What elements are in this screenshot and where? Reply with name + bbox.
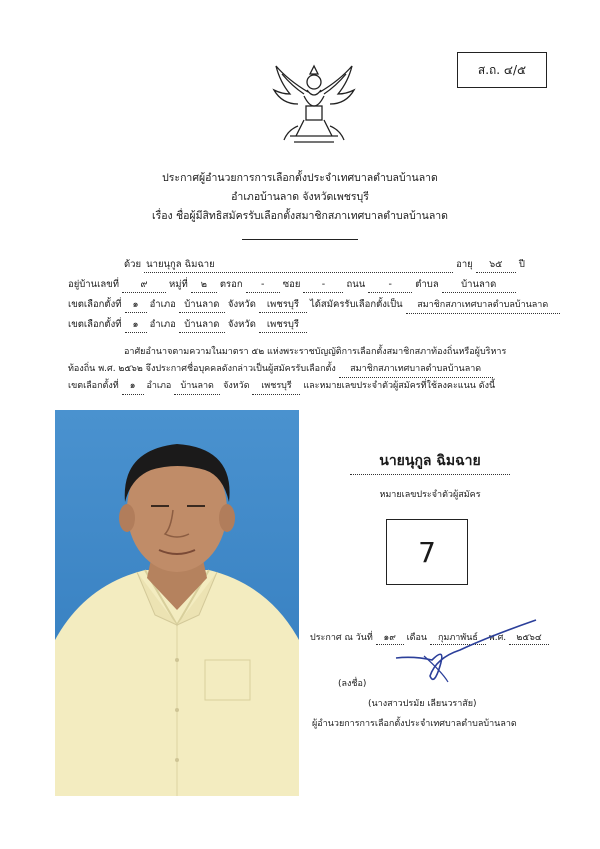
body-line-5: อาศัยอำนาจตามความในมาตรา ๕๒ แห่งพระราชบัญญัติการเลือกตั้งสมาชิกสภาท้องถิ่นหรือผู้บริหาร <box>124 347 507 357</box>
candidate-number-label: หมายเลขประจำตัวผู้สมัคร <box>379 490 481 500</box>
garuda-emblem-icon <box>268 60 360 152</box>
alley-label: ตรอก <box>219 279 243 290</box>
line7-suffix: และหมายเลขประจำตัวผู้สมัครที่ใช้ลงคะแนน ดังนี้ <box>303 381 496 391</box>
sign-label: (ลงชื่อ) <box>338 679 367 689</box>
announce-month: กุมภาพันธ์ <box>430 630 486 645</box>
apply-text: ได้สมัครรับเลือกตั้งเป็น <box>309 299 403 310</box>
soi-label: ซอย <box>282 279 301 290</box>
announce-month-label: เดือน <box>406 633 428 643</box>
zone-label-2: เขตเลือกตั้งที่ <box>68 319 122 330</box>
road-value: - <box>368 277 412 293</box>
form-code-box <box>457 52 547 88</box>
moo-value: ๒ <box>191 277 217 293</box>
zone-value-2: ๑ <box>125 317 147 333</box>
candidate-number: 7 <box>418 535 436 569</box>
age-unit: ปี <box>518 259 525 270</box>
divider <box>242 239 358 240</box>
position-value: สมาชิกสภาเทศบาลตำบลบ้านลาด <box>406 298 560 314</box>
header-line-1: ประกาศผู้อำนวยการการเลือกตั้งประจำเทศบาลตำบลบ้านลาด <box>162 172 438 184</box>
zone-value-3: ๑ <box>122 379 144 395</box>
province-value-2: เพชรบุรี <box>259 317 307 333</box>
body-line-7 <box>68 379 558 394</box>
position-value-2: สมาชิกสภาเทศบาลตำบลบ้านลาด <box>339 362 493 378</box>
amphoe-label-2: อำเภอ <box>149 319 176 330</box>
signer-name: (นางสาวปรมัย เลียนวราสัย) <box>368 699 477 709</box>
zone-value: ๑ <box>125 297 147 313</box>
province-label-3: จังหวัด <box>223 381 250 391</box>
form-code: ส.ถ. ๔/๕ <box>477 62 527 77</box>
announce-year: ๒๕๖๔ <box>509 630 549 645</box>
soi-value: - <box>303 277 343 293</box>
moo-label: หมู่ที่ <box>169 279 188 290</box>
header-line-2: อำเภอบ้านลาด จังหวัดเพชรบุรี <box>231 191 369 203</box>
amphoe-label-3: อำเภอ <box>146 381 172 391</box>
road-label: ถนน <box>346 279 366 290</box>
house-no-label: อยู่บ้านเลขที่ <box>68 279 119 290</box>
province-value-3: เพชรบุรี <box>252 379 300 395</box>
province-value: เพชรบุรี <box>259 297 307 313</box>
signer-title: ผู้อำนวยการการเลือกตั้งประจำเทศบาลตำบลบ้านลาด <box>312 719 517 729</box>
alley-value: - <box>246 277 280 293</box>
body-line-1 <box>68 257 558 272</box>
line1-prefix: ด้วย <box>124 259 142 270</box>
candidate-photo <box>55 410 299 796</box>
candidate-name: นายนุกูล ฉิมฉาย <box>350 450 510 475</box>
province-label: จังหวัด <box>227 299 256 310</box>
province-label-2: จังหวัด <box>227 319 256 330</box>
body-line-2 <box>68 277 558 292</box>
zone-label-3: เขตเลือกตั้งที่ <box>68 381 119 391</box>
candidate-number-box <box>386 519 468 585</box>
amphoe-label: อำเภอ <box>149 299 176 310</box>
house-no: ๙ <box>122 277 166 293</box>
announce-year-label: พ.ศ. <box>488 633 507 643</box>
age-label: อายุ <box>456 259 473 270</box>
amphoe-value-2: บ้านลาด <box>179 317 225 333</box>
tambon-value: บ้านลาด <box>442 277 516 293</box>
signature-mark <box>390 616 540 696</box>
amphoe-value: บ้านลาด <box>179 297 225 313</box>
zone-label: เขตเลือกตั้งที่ <box>68 299 122 310</box>
body-line-3 <box>68 297 558 312</box>
announce-day: ๑๙ <box>376 630 404 645</box>
announce-prefix: ประกาศ ณ วันที่ <box>310 633 373 643</box>
body-line-6 <box>68 362 558 377</box>
body-line-4 <box>68 317 558 332</box>
header-line-3: เรื่อง ชื่อผู้มีสิทธิสมัครรับเลือกตั้งสมาชิกสภาเทศบาลตำบลบ้านลาด <box>152 210 448 222</box>
amphoe-value-3: บ้านลาด <box>174 379 220 395</box>
line6-text: ท้องถิ่น พ.ศ. ๒๕๖๒ จึงประกาศชื่อบุคคลดังกล่าวเป็นผู้สมัครรับเลือกตั้ง <box>68 364 336 374</box>
age-value: ๖๕ <box>476 257 516 273</box>
tambon-label: ตำบล <box>415 279 439 290</box>
applicant-name: นายนุกูล ฉิมฉาย <box>144 257 453 273</box>
